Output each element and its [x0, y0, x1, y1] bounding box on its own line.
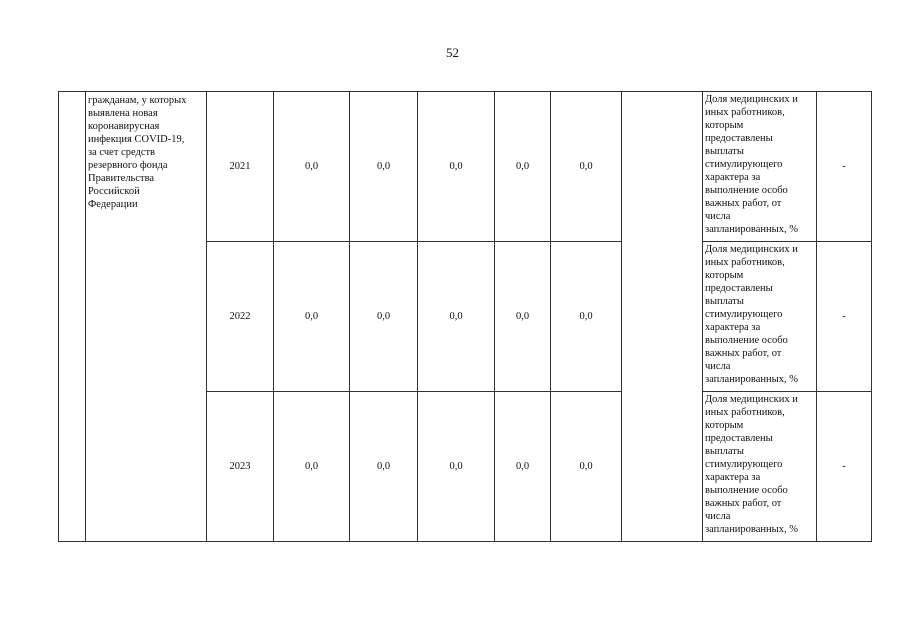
value-cell: 0,0: [350, 92, 418, 242]
indicator-line: запланированных, %: [705, 224, 798, 235]
table-row: [59, 92, 872, 242]
year-cell: 2021: [207, 92, 274, 242]
value-cell: 0,0: [418, 242, 495, 392]
indicator-line: числа: [705, 361, 731, 372]
indicator-line: выплаты: [705, 146, 744, 157]
indicator-line: запланированных, %: [705, 374, 798, 385]
description-line: Российской: [88, 186, 140, 197]
result-cell: -: [817, 242, 872, 392]
indicator-line: которым: [705, 120, 744, 131]
indicator-line: выполнение особо: [705, 335, 788, 346]
program-table: [58, 91, 872, 542]
result-cell: -: [817, 392, 872, 542]
description-line: Федерации: [88, 199, 138, 210]
indicator-line: иных работников,: [705, 407, 785, 418]
indicator-line: выплаты: [705, 446, 744, 457]
description-line: Правительства: [88, 173, 155, 184]
indicator-cell: [703, 242, 817, 392]
indicator-line: числа: [705, 211, 731, 222]
indicator-line: важных работ, от: [705, 498, 782, 509]
indicator-line: Доля медицинских и: [705, 94, 798, 105]
value-cell: 0,0: [495, 92, 551, 242]
indicator-line: характера за: [705, 472, 761, 483]
indicator-line: Доля медицинских и: [705, 394, 798, 405]
value-cell: 0,0: [551, 242, 622, 392]
description-line: резервного фонда: [88, 160, 168, 171]
value-cell: 0,0: [418, 392, 495, 542]
indicator-cell: [703, 392, 817, 542]
description-line: выявлена новая: [88, 108, 158, 119]
indicator-line: важных работ, от: [705, 348, 782, 359]
value-cell: 0,0: [274, 392, 350, 542]
indicator-line: предоставлены: [705, 283, 773, 294]
indicator-line: выполнение особо: [705, 485, 788, 496]
indicator-line: иных работников,: [705, 257, 785, 268]
year-cell: 2022: [207, 242, 274, 392]
description-line: инфекция COVID-19,: [88, 134, 185, 145]
indicator-line: предоставлены: [705, 133, 773, 144]
indicator-line: стимулирующего: [705, 309, 783, 320]
indicator-line: стимулирующего: [705, 159, 783, 170]
description-cell: [86, 92, 207, 542]
indicator-line: числа: [705, 511, 731, 522]
number-cell: [59, 92, 86, 542]
indicator-line: запланированных, %: [705, 524, 798, 535]
value-cell: 0,0: [495, 242, 551, 392]
indicator-line: характера за: [705, 322, 761, 333]
indicator-line: Доля медицинских и: [705, 244, 798, 255]
indicator-line: иных работников,: [705, 107, 785, 118]
result-cell: -: [817, 92, 872, 242]
page-number: 52: [446, 45, 459, 60]
value-cell: 0,0: [350, 392, 418, 542]
description-line: коронавирусная: [88, 121, 160, 132]
value-cell: 0,0: [418, 92, 495, 242]
indicator-cell: [703, 92, 817, 242]
value-cell: 0,0: [551, 392, 622, 542]
indicator-line: характера за: [705, 172, 761, 183]
indicator-line: которым: [705, 420, 744, 431]
value-cell: 0,0: [350, 242, 418, 392]
value-cell: 0,0: [274, 242, 350, 392]
indicator-line: предоставлены: [705, 433, 773, 444]
merged-empty-cell: [622, 92, 703, 542]
indicator-line: выполнение особо: [705, 185, 788, 196]
description-line: за счет средств: [88, 147, 156, 158]
indicator-line: выплаты: [705, 296, 744, 307]
year-cell: 2023: [207, 392, 274, 542]
indicator-line: стимулирующего: [705, 459, 783, 470]
indicator-line: важных работ, от: [705, 198, 782, 209]
description-line: гражданам, у которых: [88, 95, 187, 106]
value-cell: 0,0: [274, 92, 350, 242]
value-cell: 0,0: [495, 392, 551, 542]
indicator-line: которым: [705, 270, 744, 281]
value-cell: 0,0: [551, 92, 622, 242]
